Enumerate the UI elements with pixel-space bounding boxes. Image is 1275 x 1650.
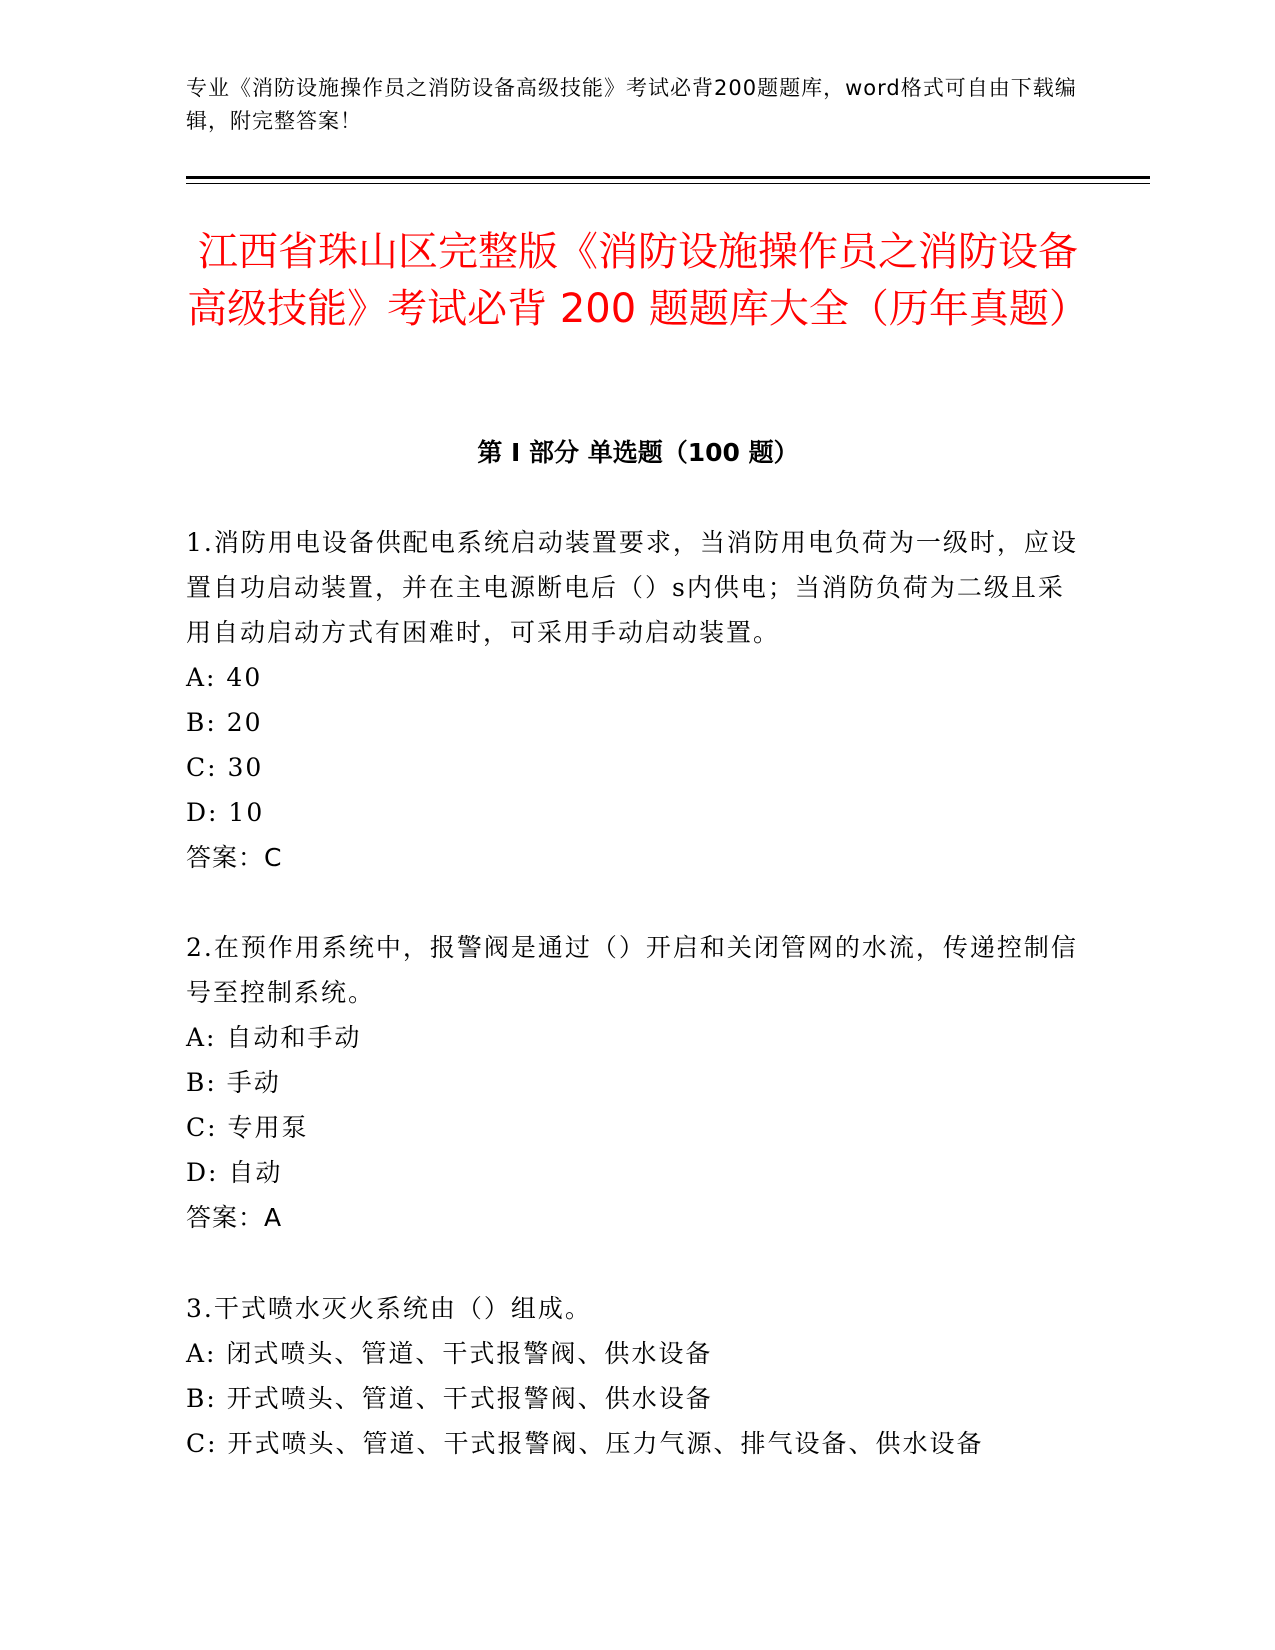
option-a: A: 自动和手动 [186, 1023, 362, 1052]
header-rule-thick [186, 176, 1150, 179]
question-stem: 3.干式喷水灭火系统由（）组成。 [186, 1294, 592, 1323]
section-title: 第 I 部分 单选题（100 题） [477, 438, 799, 467]
option-d: D: 10 [186, 798, 265, 827]
option-a: A: 闭式喷头、管道、干式报警阀、供水设备 [186, 1339, 713, 1368]
option-c: C: 专用泵 [186, 1113, 309, 1142]
answer: 答案：C [186, 843, 283, 872]
header-rule-thin [186, 183, 1150, 184]
document-title: 江西省珠山区完整版《消防设施操作员之消防设备高级技能》考试必背 200 题题库大全（历年真题） [187, 229, 1089, 332]
header-note: 专业《消防设施操作员之消防设备高级技能》考试必背200题题库，word格式可自由下载编辑，附完整答案！ [186, 76, 1077, 133]
question-stem: 1.消防用电设备供配电系统启动装置要求，当消防用电负荷为一级时，应设置自功启动装置，并在主电源断电后（）s内供电；当消防负荷为二级且采用自动启动方式有困难时，可采用手动启动装置。 [186, 528, 1078, 647]
option-a: A: 40 [186, 663, 263, 692]
question-2 [186, 925, 1086, 1240]
option-c: C: 开式喷头、管道、干式报警阀、压力气源、排气设备、供水设备 [186, 1429, 984, 1458]
option-b: B: 手动 [186, 1068, 281, 1097]
answer: 答案：A [186, 1203, 283, 1232]
option-b: B: 开式喷头、管道、干式报警阀、供水设备 [186, 1384, 713, 1413]
question-3 [186, 1286, 1086, 1466]
question-1 [186, 520, 1086, 880]
option-b: B: 20 [186, 708, 263, 737]
question-stem: 2.在预作用系统中，报警阀是通过（）开启和关闭管网的水流，传递控制信号至控制系统。 [186, 933, 1078, 1007]
option-d: D: 自动 [186, 1158, 283, 1187]
option-c: C: 30 [186, 753, 264, 782]
